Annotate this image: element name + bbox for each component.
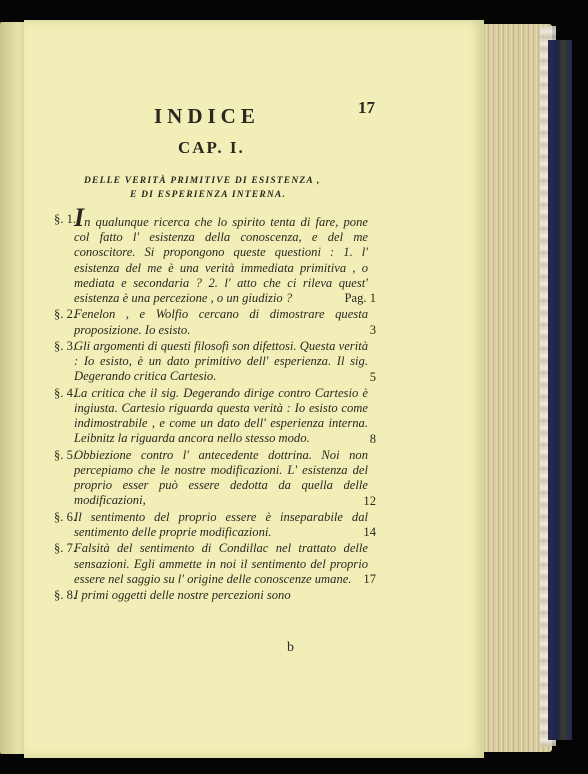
entry-number: §. 3. [54,339,77,354]
entry-text: La critica che il sig. Degerando dirige contro Cartesio è ingiusta. Cartesio riguarda questa verità : Io esisto come indimostrabile , e come un dato dell' esperienza interna. Leibnitz la riguarda ancora nello stesso modo. [74,385,368,446]
entry-number: §. 5. [54,447,77,462]
index-entry [54,510,376,541]
chapter-subtitle-line1: DELLE VERITÀ PRIMITIVE DI ESISTENZA , [84,176,321,186]
left-page-edge [0,22,26,754]
index-entry [54,339,376,385]
index-entry [54,386,376,447]
entry-number: §. 1. [54,212,77,226]
entry-text: n qualunque ricerca che lo spirito tenta di fare, pone col fatto l' esistenza della conoscenza, e del me conoscitore. Si propongono queste questioni : 1. l' esistenza del me è una verità immediata primitiva , o mediata e secondaria ? 2. l' atto che ci rileva quest' esistenza è una percezione , o un giudizio ? [74,215,368,306]
index-entry [54,588,376,603]
chapter-subtitle-line2: E DI ESPERIENZA INTERNA. [130,190,287,200]
entry-number: §. 7. [54,541,77,556]
page-number: 17 [358,98,375,117]
entry-page: Pag. 1 [344,291,376,306]
index-entry [54,541,376,587]
entry-page: 8 [369,431,376,446]
book-cover [548,40,572,740]
entry-page: 12 [363,493,376,508]
entry-text: Gli argomenti di questi filosofi son difettosi. Questa verità : Io esisto, è un dato primitivo dell' esperienza. Il sig. Degerando critica Cartesio. [74,339,368,384]
entry-number: §. 4. [54,385,77,400]
drop-cap: I [74,203,85,232]
entry-number: §. 2. [54,307,77,322]
signature-mark: b [287,640,294,655]
index-entry [54,203,376,306]
index-entry [54,307,376,338]
entry-text: Fenelon , e Wolfio cercano di dimostrare questa proposizione. Io esisto. [74,307,368,337]
index-entries [54,203,376,603]
index-entry [54,448,376,509]
entry-number: §. 8. [54,588,77,603]
entry-page: 5 [369,369,376,384]
entry-page: 3 [369,322,376,337]
entry-text: Falsità del sentimento di Condillac nel trattato delle sensazioni. Egli ammette in noi il sentimento del proprio essere nel saggio su l' origine delle conoscenze umane. [74,541,368,586]
entry-text: Obbiezione contro l' antecedente dottrina. Noi non percepiamo che le nostre modificazioni. L' esistenza del proprio esser può essere dedotta da quella delle modificazioni, [74,447,368,508]
entry-text: Il sentimento del proprio essere è inseparabile dal sentimento delle proprie modificazioni. [74,509,368,540]
entry-page: 17 [363,572,376,587]
chapter-heading: CAP. I. [178,138,245,157]
entry-text: I primi oggetti delle nostre percezioni sono [74,588,291,603]
entry-number: §. 6. [54,509,77,524]
entry-page: 14 [363,525,376,540]
page-title: INDICE [154,104,260,128]
